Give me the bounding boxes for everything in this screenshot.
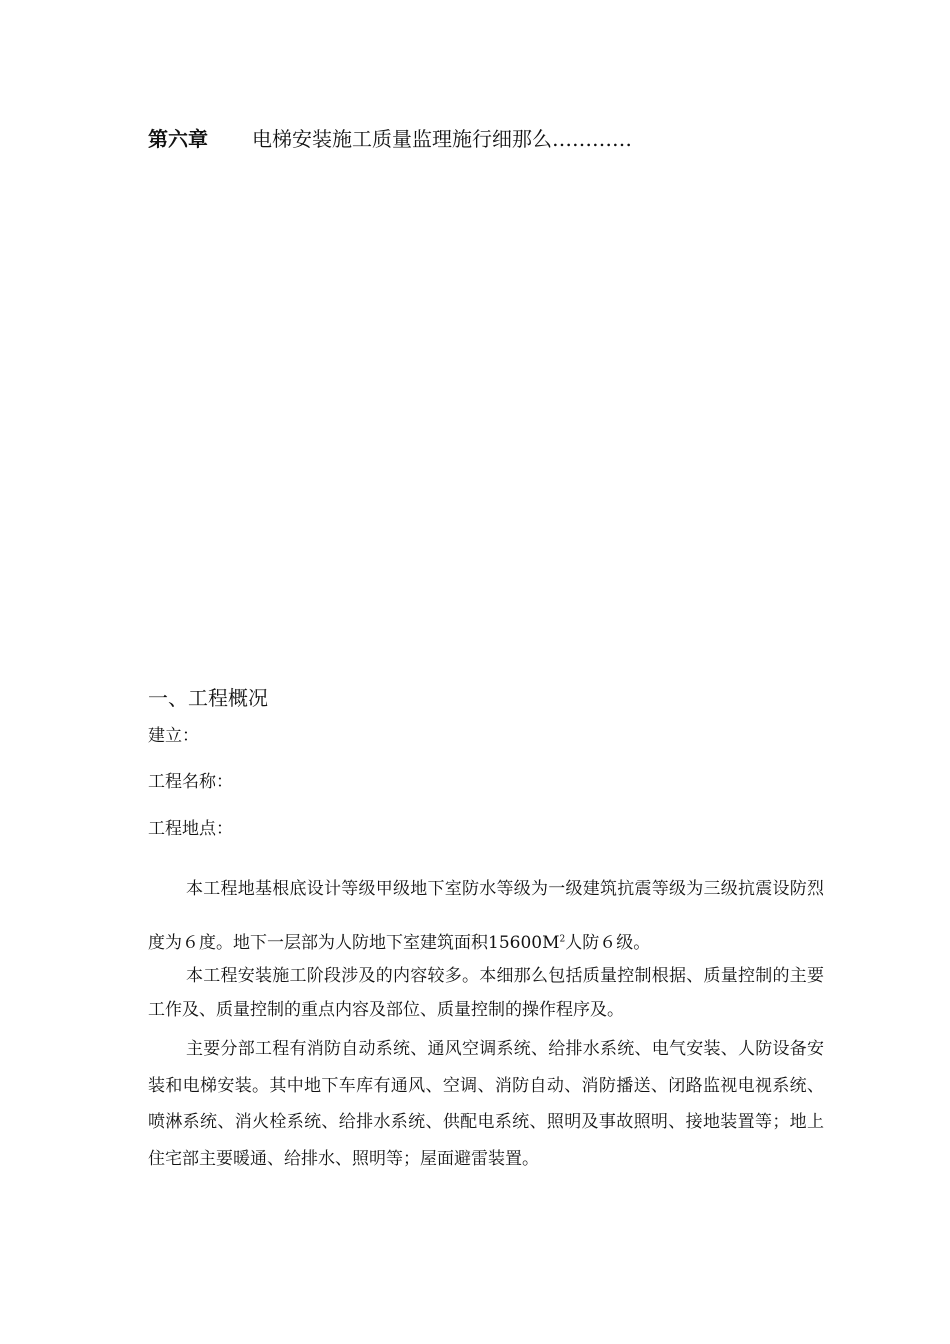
area-unit-superscript: 2 [559,934,566,945]
toc-chapter-title: 电梯安装施工质量监理施行细那么………… [252,127,632,151]
paragraph-overview-tail: 人防６级。 [565,933,651,953]
paragraph-overview-text: 本工程地基根底设计等级甲级地下室防水等级为一级建筑抗震等级为三级抗震设防烈度为６度。地下一层部为人防地下室建筑面积15600M [148,879,824,953]
toc-chapter-label: 第六章 [148,127,208,151]
paragraph-overview [148,862,824,970]
field-project-name: 工程名称： [148,772,233,792]
field-project-location: 工程地点： [148,819,233,839]
section-heading: 一、工程概况 [148,686,268,710]
paragraph-subprojects: 主要分部工程有消防自动系统、通风空调系统、给排水系统、电气安装、人防设备安装和电梯安装。其中地下车库有通风、空调、消防自动、消防播送、闭路监视电视系统、喷淋系统、消火栓系统、给排水系统、供配电系统、照明及事故照明、接地装置等；地上住宅部主要暖通、给排水、照明等；屋面避雷装置。 [148,1039,824,1169]
field-build: 建立： [148,726,199,746]
paragraph-scope: 本工程安装施工阶段涉及的内容较多。本细那么包括质量控制根据、质量控制的主要工作及、质量控制的重点内容及部位、质量控制的操作程序及。 [148,966,824,1020]
toc-entry[interactable] [148,124,632,154]
